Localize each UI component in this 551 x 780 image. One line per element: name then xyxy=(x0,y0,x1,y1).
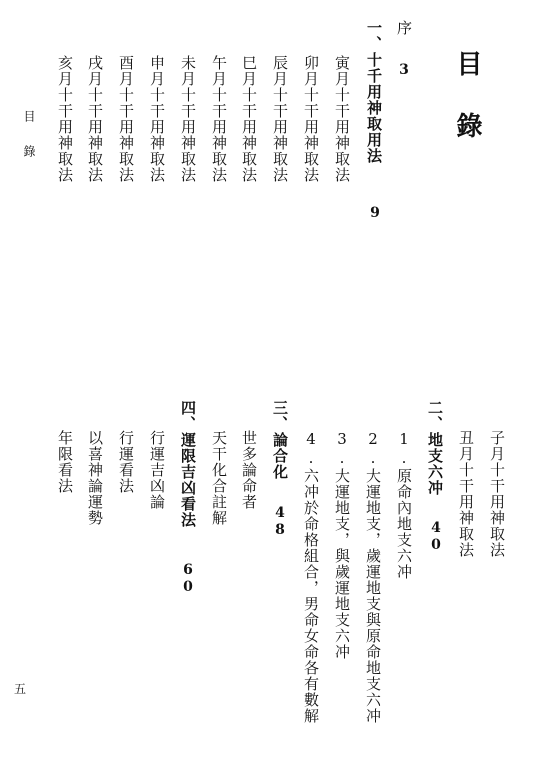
title-char-bottom: 錄 xyxy=(452,112,482,138)
toc-item-yin-month: 寅月十干用神取法 xyxy=(333,55,351,183)
toc-section-4-item-4: 年限看法 xyxy=(56,430,74,494)
toc-section-2-item-1: 1.原命內地支六冲 xyxy=(395,430,413,580)
toc-item-hai-month: 亥月十干用神取法 xyxy=(56,55,74,183)
toc-item-mao-month: 卯月十干用神取法 xyxy=(302,55,320,183)
toc-item-si-month: 巳月十干用神取法 xyxy=(240,55,258,183)
toc-item-shen-month: 申月十干用神取法 xyxy=(148,55,166,183)
toc-section-3-label: 三、論合化 xyxy=(271,400,289,480)
toc-item-wei-month: 未月十干用神取法 xyxy=(179,55,197,183)
toc-section-2-item-2: 2.大運地支，歲運地支與原命地支六冲 xyxy=(364,430,382,724)
page-number: 五 xyxy=(14,682,27,696)
toc-section-2-item-4: 4.六冲於命格組合，男命女命各有數解 xyxy=(302,430,320,724)
toc-section-3-item-1: 世多論命者 xyxy=(240,430,258,510)
toc-section-4-item-3: 以喜神論運勢 xyxy=(86,430,104,526)
toc-item-xu-month: 戌月十干用神取法 xyxy=(86,55,104,183)
toc-section-2-item-3: 3.大運地支，與歲運地支六冲 xyxy=(333,430,351,660)
toc-item-chou-month: 丑月十干用神取法 xyxy=(457,430,475,558)
toc-preface-page: 3 xyxy=(396,62,412,79)
toc-section-2-page: 40 xyxy=(428,520,444,554)
toc-item-chen-month: 辰月十干用神取法 xyxy=(271,55,289,183)
toc-item-you-month: 酉月十干用神取法 xyxy=(117,55,135,183)
toc-section-4-item-2: 行運看法 xyxy=(117,430,135,494)
toc-section-4-page: 60 xyxy=(180,562,196,596)
toc-section-2-label: 二、地支六冲 xyxy=(426,400,444,496)
running-head-bottom: 錄 xyxy=(22,145,36,158)
running-head-top: 目 xyxy=(22,110,36,123)
toc-item-wu-month: 午月十干用神取法 xyxy=(210,55,228,183)
toc-section-4-label: 四、運限吉凶看法 xyxy=(179,400,197,528)
toc-section-1-label: 一、十千用神取用法 xyxy=(365,20,383,164)
toc-section-3-page: 48 xyxy=(272,505,288,539)
title-char-top: 目 xyxy=(452,50,482,76)
toc-section-1-page: 9 xyxy=(367,205,383,222)
toc-section-3-item-2: 天干化合註解 xyxy=(210,430,228,526)
toc-section-4-item-1: 行運吉凶論 xyxy=(148,430,166,510)
toc-preface-label: 序 xyxy=(395,20,413,36)
toc-item-zi-month: 子月十干用神取法 xyxy=(488,430,506,558)
